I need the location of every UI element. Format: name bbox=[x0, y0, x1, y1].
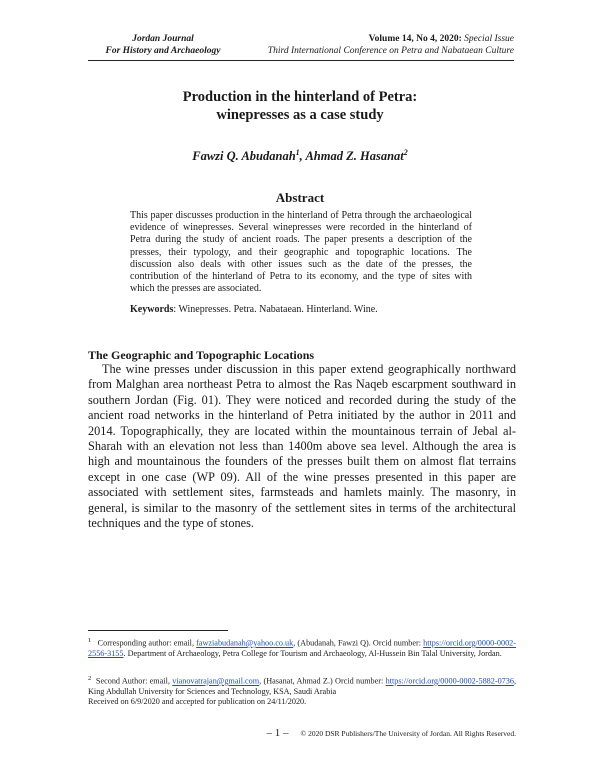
footnote-2-orcid-link[interactable]: https://orcid.org/0000-0002-5882-0736 bbox=[385, 676, 514, 686]
author-line bbox=[100, 148, 500, 164]
footnote-2-email-link[interactable]: vianovatrajan@gmail.com bbox=[172, 676, 260, 686]
title-line1: Production in the hinterland of Petra: bbox=[182, 89, 418, 105]
volume-label: Volume 14, No 4, 2020: bbox=[368, 34, 462, 44]
footnote-1-email-link[interactable]: fawziabudanah@yahoo.co.uk bbox=[196, 638, 294, 648]
header-rule bbox=[88, 60, 514, 61]
footnote-1-text-b: , (Abudanah, Fawzi Q). Orcid number: bbox=[293, 638, 424, 648]
footnote-2-number: 2 bbox=[88, 675, 92, 682]
conference-line bbox=[214, 46, 514, 58]
footnote-2-text-a: Second Author: email, bbox=[95, 676, 173, 686]
author2-name: Ahmad Z. Hasanat bbox=[305, 149, 404, 164]
abstract-text: This paper discusses production in the hinterland of Petra through the archaeological evidence of winepresses. Several winepresses were recorded in the hinterland of Petra during the study of ancient roads. The paper presents a description of the presses, their typology, and their geographic and topographic locations. The discussion also deals with other issues such as the date of the presses, the contribution of the hinterland of Petra to its economy, and the type of sites with which the presses are associated. bbox=[130, 210, 472, 295]
journal-name-line2: For History and Archaeology bbox=[105, 45, 221, 56]
page-footer bbox=[88, 727, 516, 739]
issue-info bbox=[214, 34, 514, 57]
title-line2: winepresses as a case study bbox=[216, 107, 384, 123]
issue-volume-line bbox=[214, 34, 514, 46]
author1-name: Fawzi Q. Abudanah bbox=[192, 149, 296, 164]
page-number: – 1 – bbox=[266, 727, 289, 739]
issue-label: Special Issue bbox=[464, 34, 514, 44]
footnote-rule bbox=[88, 630, 228, 631]
section-paragraph: The wine presses under discussion in this paper extend geographically northward from Malghan area northeast Petra to almost the Ras Naqeb escarpment southward in southern Jordan (Fig. 01). They were noticed and recorded during the study of the ancient road networks in the hinterland of Petra initiated by the author in 2011 and 2014. Topographically, they are located within the mountainous terrain of Jebal al-Sharah with an elevation not less than 1400m above sea level. Although the area is high and mountainous the founders of the presses built them on almost flat terrains except in one case (WP 09). All of the wine presses presented in this paper are associated with settlement sites, farmsteads and hamlets mainly. The masonry, in general, is similar to the masonry of the settlement sites in terms of the architectural techniques and the type of stones. bbox=[88, 362, 516, 531]
received-date: Received on 6/9/2020 and accepted for publication on 24/11/2020. bbox=[88, 697, 307, 706]
author-separator: , bbox=[299, 149, 306, 164]
paper-title bbox=[100, 88, 500, 124]
footnote-1 bbox=[88, 636, 516, 660]
footnote-2-text-b: , (Hasanat, Ahmad Z.) Orcid number: bbox=[259, 676, 386, 686]
footnote-2 bbox=[88, 674, 516, 698]
section-heading: The Geographic and Topographic Locations bbox=[88, 348, 315, 362]
footnote-1-text-a: Corresponding author: email, bbox=[97, 638, 197, 648]
author2-sup: 2 bbox=[403, 148, 408, 157]
footnote-1-text-c: . Department of Archaeology, Petra College for Tourism and Archaeology, Al-Hussein Bin Talal University, Jordan. bbox=[123, 649, 502, 659]
keywords-line bbox=[130, 304, 472, 316]
author1-sup: 1 bbox=[295, 148, 300, 157]
copyright-notice: © 2020 DSR Publishers/The University of Jordan. All Rights Reserved. bbox=[300, 729, 516, 738]
footnote-1-orcid-link[interactable]: https://orcid.org/0000-0002-2556-3155 bbox=[88, 638, 516, 659]
journal-name-line1: Jordan Journal bbox=[132, 34, 194, 44]
abstract-heading: Abstract bbox=[275, 190, 325, 205]
keywords-list: : Winepresses. Petra. Nabataean. Hinterland. Wine. bbox=[173, 304, 378, 315]
footnote-1-number: 1 bbox=[88, 637, 92, 644]
footnote-2-text-c: , King Abdullah University for Sciences and Technology, KSA, Saudi Arabia bbox=[88, 676, 517, 697]
conference-label: Third International Conference on Petra and Nabataean Culture bbox=[267, 45, 514, 56]
keywords-label: Keywords bbox=[130, 304, 174, 315]
